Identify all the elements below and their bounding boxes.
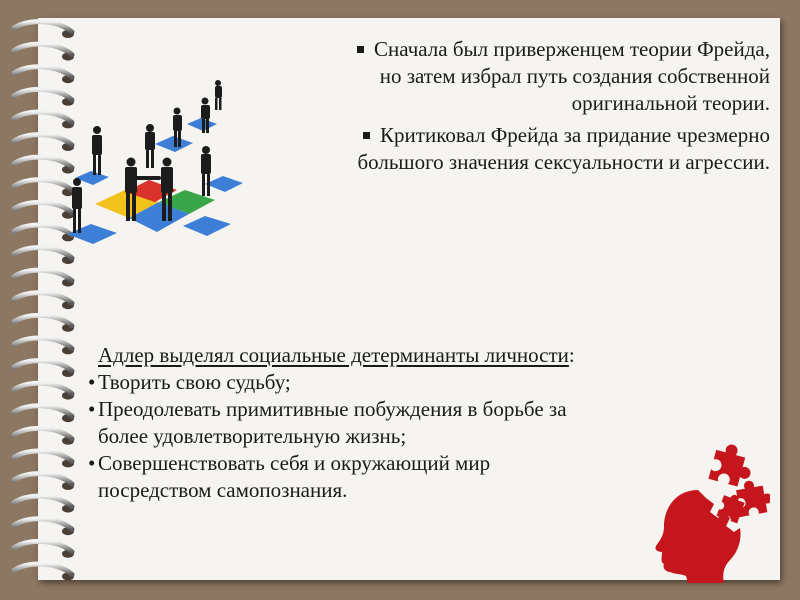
social-determinants-block	[84, 342, 684, 504]
binding-ring	[14, 496, 72, 506]
binding-ring	[14, 406, 72, 416]
binding-ring	[14, 564, 72, 574]
square-bullet-icon	[357, 46, 364, 53]
binding-ring	[14, 293, 72, 303]
binding-ring	[14, 22, 72, 32]
top-bullet-list	[240, 36, 770, 181]
list-item: • Творить свою судьбу;	[88, 370, 291, 394]
binding-ring	[14, 541, 72, 551]
business-people-puzzle-icon	[55, 74, 245, 256]
binding-ring	[14, 519, 72, 529]
binding-ring	[14, 338, 72, 348]
binding-ring	[14, 361, 72, 371]
binding-ring	[14, 44, 72, 54]
list-item: • Преодолевать примитивные побуждения в борьбе за более удовлетворительную жизнь;	[88, 397, 567, 448]
binding-ring	[14, 270, 72, 280]
binding-ring	[14, 474, 72, 484]
determinants-heading: Адлер выделял социальные детерминанты личности:	[98, 343, 575, 367]
bullet-freud-follower: Сначала был приверженцем теории Фрейда, но затем избрал путь создания собственной оригинальной теории.	[240, 36, 770, 117]
binding-ring	[14, 383, 72, 393]
binding-ring	[14, 451, 72, 461]
binding-ring	[14, 315, 72, 325]
list-item: • Совершенствовать себя и окружающий мир посредством самопознания.	[88, 451, 491, 502]
square-bullet-icon	[363, 132, 370, 139]
bullet-freud-critique: Критиковал Фрейда за придание чрезмерно большого значения сексуальности и агрессии.	[357, 123, 770, 174]
binding-ring	[14, 428, 72, 438]
